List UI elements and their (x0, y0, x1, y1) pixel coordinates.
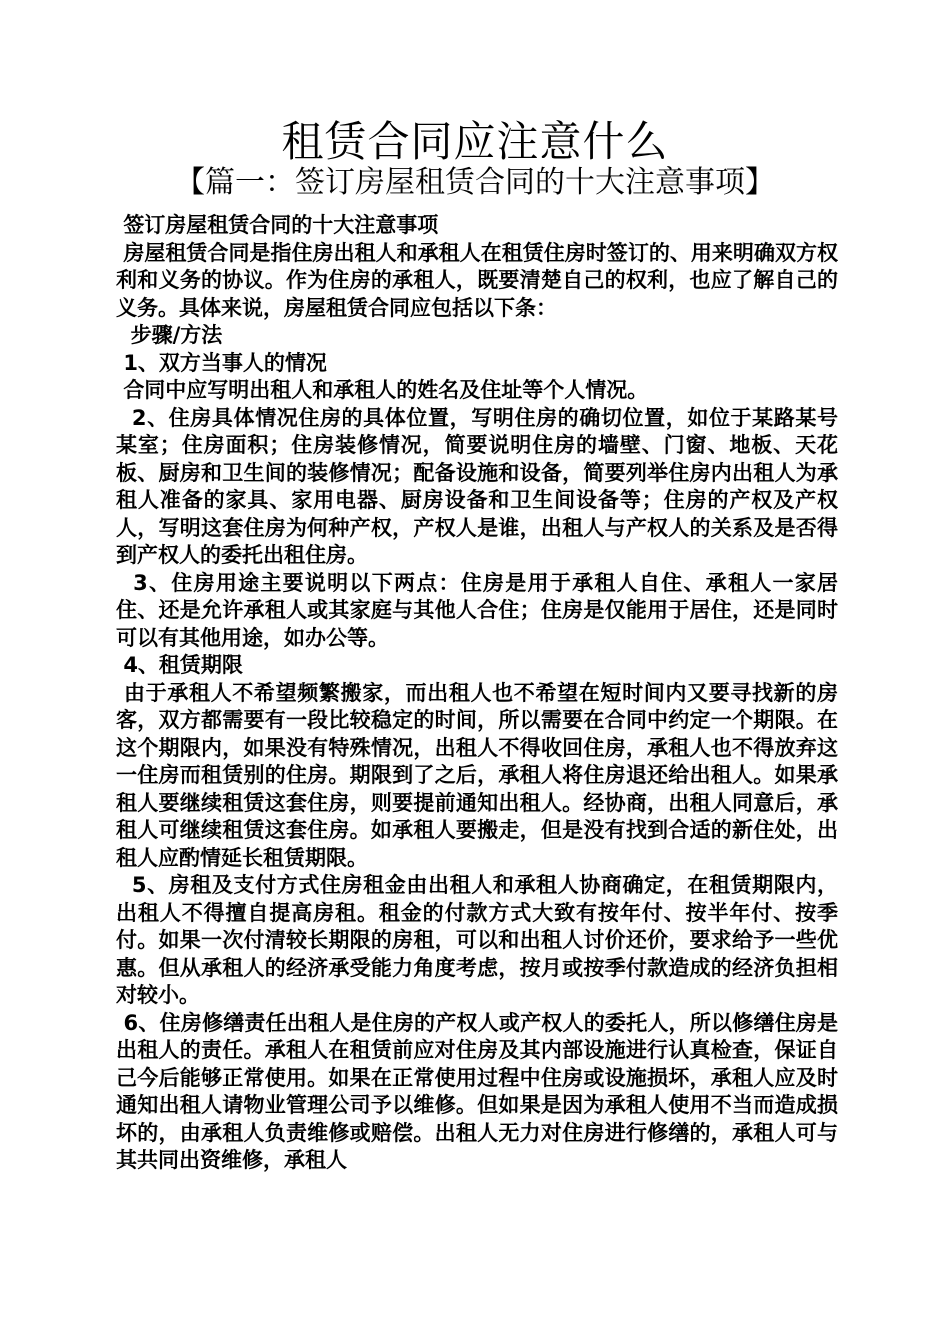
paragraph: 6、住房修缮责任出租人是住房的产权人或产权人的委托人，所以修缮住房是出租人的责任。承租人在租赁前应对住房及其内部设施进行认真检查，保证自己今后能够正常使用。如果在正常使用过程中住房或设施损坏，承租人应及时通知出租人请物业管理公司予以维修。但如果是因为承租人使用不当而造成损坏的，由承租人负责维修或赔偿。出租人无力对住房进行修缮的，承租人可与其共同出资维修，承租人 (116, 1010, 839, 1172)
paragraph: 3、住房用途主要说明以下两点：住房是用于承租人自住、承租人一家居住、还是允许承租人或其家庭与其他人合住；住房是仅能用于居住，还是同时可以有其他用途，如办公等。 (116, 570, 838, 650)
document-body (116, 212, 838, 1175)
paragraph: 合同中应写明出租人和承租人的姓名及住址等个人情况。 (116, 378, 649, 402)
paragraph: 5、房租及支付方式住房租金由出租人和承租人协商确定，在租赁期限内，出租人不得擅自提高房租。租金的付款方式大致有按年付、按半年付、按季付。如果一次付清较长期限的房租，可以和出租人讨价还价，要求给予一些优惠。但从承租人的经济承受能力角度考虑，按月或按季付款造成的经济负担相对较小。 (116, 873, 838, 1007)
paragraph: 由于承租人不希望频繁搬家，而出租人也不希望在短时间内又要寻找新的房客，双方都需要有一段比较稳定的时间，所以需要在合同中约定一个期限。在这个期限内，如果没有特殊情况，出租人不得收回住房，承租人也不得放弃这一住房而租赁别的住房。期限到了之后，承租人将住房退还给出租人。如果承租人要继续租赁这套住房，则要提前通知出租人。经协商，出租人同意后，承租人可继续租赁这套住房。如承租人要搬走，但是没有找到合适的新住处，出租人应酌情延长租赁期限。 (116, 680, 838, 870)
section-heading: 签订房屋租赁合同的十大注意事项 (116, 213, 439, 237)
intro-paragraph: 房屋租赁合同是指住房出租人和承租人在租赁住房时签订的、用来明确双方权利和义务的协议。作为住房的承租人，既要清楚自己的权利，也应了解自己的义务。具体来说，房屋租赁合同应包括以下条： (116, 240, 839, 320)
document-title: 租赁合同应注意什么 (281, 117, 669, 166)
item-heading: 4、租赁期限 (116, 653, 243, 677)
document-subtitle: 【篇一：签订房屋租赁合同的十大注意事项】 (175, 165, 775, 200)
paragraph: 2、住房具体情况住房的具体位置，写明住房的确切位置，如位于某路某号某室；住房面积；住房装修情况，简要说明住房的墙壁、门窗、地板、天花板、厨房和卫生间的装修情况；配备设施和设备，简要列举住房内出租人为承租人准备的家具、家用电器、厨房设备和卫生间设备等；住房的产权及产权人，写明这套住房为何种产权，产权人是谁，出租人与产权人的关系及是否得到产权人的委托出租住房。 (116, 405, 838, 567)
item-heading: 1、双方当事人的情况 (116, 350, 327, 375)
steps-heading: 步骤/方法 (116, 323, 223, 347)
